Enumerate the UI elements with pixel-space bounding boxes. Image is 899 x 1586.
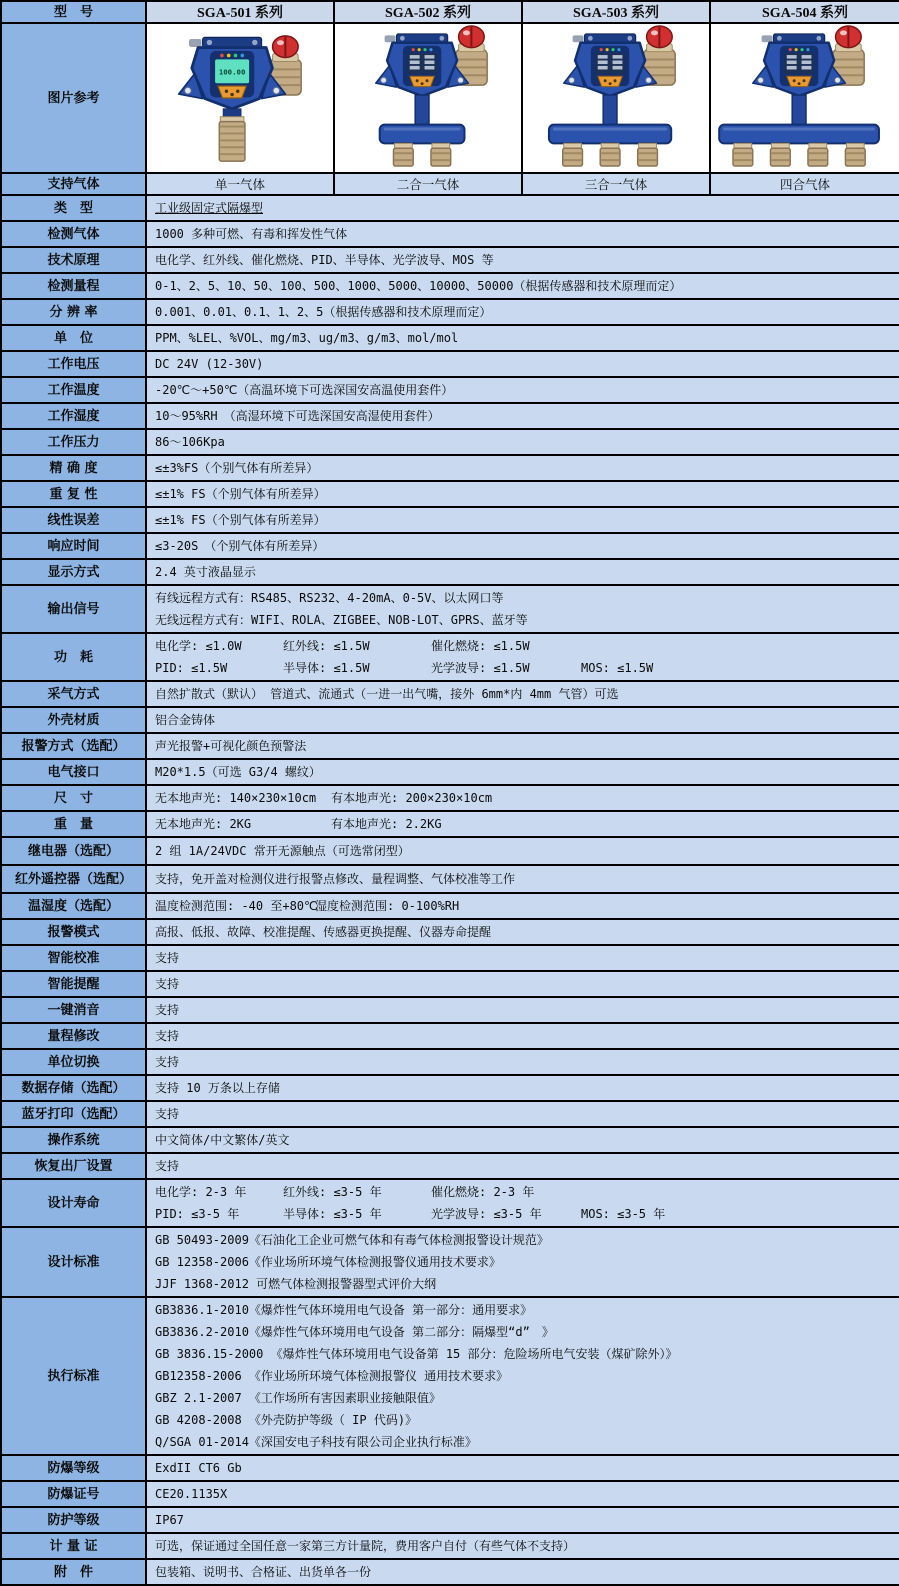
spec-row <box>1 1127 899 1153</box>
spec-row <box>1 403 899 429</box>
spec-value-text: 2.4 英寸液晶显示 <box>155 565 256 579</box>
spec-value-line <box>155 1509 895 1531</box>
spec-value-line <box>155 840 895 862</box>
spec-value-text: 10～95%RH （高湿环境下可选深国安高湿使用套件） <box>155 409 440 423</box>
spec-value-line <box>155 1483 895 1505</box>
gas-row <box>1 173 899 195</box>
spec-row <box>1 585 899 633</box>
spec-row-label-36: 设计寿命 <box>1 1179 146 1227</box>
spec-value-line <box>155 761 895 783</box>
spec-value-text: 电化学: 2-3 年 <box>155 1185 247 1199</box>
model-header-row <box>1 1 899 23</box>
spec-value-text: 半导体: ≤1.5W <box>283 661 370 675</box>
spec-row-label-30: 量程修改 <box>1 1023 146 1049</box>
spec-value-line <box>155 1229 895 1251</box>
spec-value-text: 支持 <box>155 1055 180 1069</box>
spec-value-line <box>155 895 895 917</box>
spec-row-label-42: 计 量 证 <box>1 1533 146 1559</box>
detector-illustration-sga-503 <box>523 24 709 168</box>
spec-row-label-2: 技术原理 <box>1 247 146 273</box>
spec-row <box>1 919 899 945</box>
spec-value-line <box>155 1077 895 1099</box>
spec-value-line <box>155 868 895 890</box>
spec-value-line <box>155 457 895 479</box>
spec-value-text: PID: ≤3-5 年 <box>155 1207 240 1221</box>
spec-value-line <box>155 635 895 657</box>
spec-value-line <box>155 1273 895 1295</box>
spec-row-label-19: 报警方式（选配） <box>1 733 146 759</box>
spec-value-text: 2 组 1A/24VDC 常开无源触点（可选常闭型） <box>155 844 410 858</box>
spec-value-line <box>155 1535 895 1557</box>
spec-row <box>1 507 899 533</box>
spec-value-line <box>155 561 895 583</box>
spec-row-label-6: 工作电压 <box>1 351 146 377</box>
spec-row-label-8: 工作湿度 <box>1 403 146 429</box>
spec-row-value-7 <box>146 377 899 403</box>
spec-row-value-40 <box>146 1481 899 1507</box>
spec-row <box>1 1179 899 1227</box>
spec-row-label-22: 重 量 <box>1 811 146 837</box>
spec-row-value-23 <box>146 837 899 865</box>
spec-row <box>1 1023 899 1049</box>
spec-row-label-0: 类 型 <box>1 195 146 221</box>
spec-row-value-21 <box>146 785 899 811</box>
spec-row <box>1 195 899 221</box>
spec-row-label-34: 操作系统 <box>1 1127 146 1153</box>
spec-value-text: 有本地声光: 200×230×10cm <box>331 791 493 805</box>
spec-value-line <box>155 947 895 969</box>
spec-row <box>1 221 899 247</box>
spec-value-text: 催化燃烧: 2-3 年 <box>431 1185 535 1199</box>
spec-row-label-39: 防爆等级 <box>1 1455 146 1481</box>
spec-value-text: 铝合金铸体 <box>155 713 216 727</box>
spec-value-line <box>155 1321 895 1343</box>
spec-row-label-43: 附 件 <box>1 1559 146 1585</box>
spec-value-text: 包装箱、说明书、合格证、出货单各一份 <box>155 1565 372 1579</box>
spec-row-value-39 <box>146 1455 899 1481</box>
spec-value-text: 支持 <box>155 977 180 991</box>
spec-value-text: GB12358-2006 《作业场所环境气体检测报警仪 通用技术要求》 <box>155 1369 509 1383</box>
spec-value-line <box>155 657 895 679</box>
spec-row-value-26 <box>146 919 899 945</box>
spec-row-label-41: 防护等级 <box>1 1507 146 1533</box>
spec-row-value-11 <box>146 481 899 507</box>
spec-value-line <box>155 1181 895 1203</box>
spec-value-line <box>155 1387 895 1409</box>
detector-image-sga-502 <box>335 24 521 168</box>
spec-row-label-27: 智能校准 <box>1 945 146 971</box>
spec-value-text: 电化学: ≤1.0W <box>155 639 242 653</box>
detector-image-sga-504 <box>712 24 898 168</box>
spec-row-label-10: 精 确 度 <box>1 455 146 481</box>
spec-row <box>1 633 899 681</box>
spec-row-label-38: 执行标准 <box>1 1297 146 1455</box>
spec-value-line <box>155 787 895 809</box>
spec-value-text: 无本地声光: 2KG <box>155 817 252 831</box>
spec-row <box>1 1559 899 1585</box>
spec-row <box>1 299 899 325</box>
spec-row <box>1 893 899 919</box>
spec-value-line <box>155 379 895 401</box>
spec-row-value-2 <box>146 247 899 273</box>
spec-value-text: Q/SGA 01-2014《深国安电子科技有限公司企业执行标准》 <box>155 1435 477 1449</box>
spec-value-text: 86～106Kpa <box>155 435 225 449</box>
spec-value-line <box>155 1343 895 1365</box>
spec-value-line <box>155 327 895 349</box>
spec-row-value-18 <box>146 707 899 733</box>
spec-row <box>1 1533 899 1559</box>
spec-row <box>1 997 899 1023</box>
spec-value-text: 红外线: ≤1.5W <box>283 639 370 653</box>
image-cell-sga-501 <box>146 23 334 173</box>
spec-value-text: MOS: ≤1.5W <box>581 661 654 675</box>
spec-value-text: GB 4208-2008 《外壳防护等级（ IP 代码)》 <box>155 1413 418 1427</box>
spec-row-value-19 <box>146 733 899 759</box>
spec-row <box>1 1153 899 1179</box>
spec-value-line <box>155 535 895 557</box>
spec-label-model: 型 号 <box>1 1 146 23</box>
spec-row-value-17 <box>146 681 899 707</box>
spec-value-line <box>155 921 895 943</box>
spec-value-text: 支持 <box>155 951 180 965</box>
spec-value-text: ≤3-20S （个别气体有所差异） <box>155 539 325 553</box>
spec-value-line <box>155 1251 895 1273</box>
detector-illustration-sga-504 <box>712 24 898 168</box>
model-header-sga-502: SGA-502 系列 <box>334 1 522 23</box>
spec-row <box>1 455 899 481</box>
spec-value-text: ≤±3%FS（个别气体有所差异） <box>155 461 319 475</box>
spec-row <box>1 945 899 971</box>
spec-value-text: 1000 多种可燃、有毒和挥发性气体 <box>155 227 348 241</box>
spec-value-line <box>155 249 895 271</box>
spec-row-label-40: 防爆证号 <box>1 1481 146 1507</box>
spec-row <box>1 1481 899 1507</box>
spec-value-line <box>155 587 895 609</box>
spec-row <box>1 481 899 507</box>
spec-value-text: ExdII CT6 Gb <box>155 1461 242 1475</box>
spec-row <box>1 1507 899 1533</box>
spec-value-text: 温度检测范围: -40 至+80℃ <box>155 899 318 913</box>
spec-value-text: PPM、%LEL、%VOL、mg/m3、ug/m3、g/m3、mol/mol <box>155 331 459 345</box>
spec-value-line <box>155 353 895 375</box>
spec-row-value-16 <box>146 633 899 681</box>
spec-label-gas: 支持气体 <box>1 173 146 195</box>
spec-row-value-6 <box>146 351 899 377</box>
spec-value-text: DC 24V (12-30V) <box>155 357 264 371</box>
spec-row-value-13 <box>146 533 899 559</box>
spec-row-value-31 <box>146 1049 899 1075</box>
spec-value-text: PID: ≤1.5W <box>155 661 228 675</box>
model-header-sga-501: SGA-501 系列 <box>146 1 334 23</box>
spec-value-text: GB3836.1-2010《爆炸性气体环境用电气设备 第一部分：通用要求》 <box>155 1303 533 1317</box>
spec-row <box>1 759 899 785</box>
spec-row-value-9 <box>146 429 899 455</box>
spec-value-line <box>155 1025 895 1047</box>
spec-row <box>1 559 899 585</box>
spec-row <box>1 273 899 299</box>
spec-value-line <box>155 709 895 731</box>
detector-image-sga-501 <box>147 24 333 168</box>
spec-value-text: JJF 1368-2012 可燃气体检测报警器型式评价大纲 <box>155 1277 437 1291</box>
spec-value-line <box>155 813 895 835</box>
spec-value-text: 有本地声光: 2.2KG <box>331 817 442 831</box>
spec-value-line <box>155 1103 895 1125</box>
spec-value-text: 催化燃烧: ≤1.5W <box>431 639 530 653</box>
spec-value-text: 光学波导: ≤3-5 年 <box>431 1207 542 1221</box>
spec-row-value-33 <box>146 1101 899 1127</box>
spec-value-text: 红外线: ≤3-5 年 <box>283 1185 382 1199</box>
spec-value-text: 高报、低报、故障、校准提醒、传感器更换提醒、仪器寿命提醒 <box>155 925 492 939</box>
spec-value-line <box>155 1457 895 1479</box>
spec-row <box>1 1101 899 1127</box>
spec-row-label-20: 电气接口 <box>1 759 146 785</box>
spec-value-text: 湿度检测范围: 0-100%RH <box>315 899 460 913</box>
spec-row-value-12 <box>146 507 899 533</box>
image-row <box>1 23 899 173</box>
spec-value-text: 光学波导: ≤1.5W <box>431 661 530 675</box>
spec-row-label-5: 单 位 <box>1 325 146 351</box>
spec-row-value-22 <box>146 811 899 837</box>
spec-value-line <box>155 1365 895 1387</box>
spec-row <box>1 1297 899 1455</box>
detector-image-sga-503 <box>523 24 709 168</box>
spec-row-value-0 <box>146 195 899 221</box>
spec-value-text: 支持 10 万条以上存储 <box>155 1081 280 1095</box>
spec-value-text: GB 50493-2009《石油化工企业可燃气体和有毒气体检测报警设计规范》 <box>155 1233 549 1247</box>
spec-value-line <box>155 609 895 631</box>
spec-row-value-43 <box>146 1559 899 1585</box>
spec-row <box>1 1049 899 1075</box>
spec-row-label-18: 外壳材质 <box>1 707 146 733</box>
spec-row-label-28: 智能提醒 <box>1 971 146 997</box>
spec-row-label-21: 尺 寸 <box>1 785 146 811</box>
spec-value-text: GB3836.2-2010《爆炸性气体环境用电气设备 第二部分：隔爆型“d” 》 <box>155 1325 554 1339</box>
spec-value-text: 自然扩散式（默认） 管道式、流通式（一进一出气嘴，接外 6mm*内 4mm 气管）可选 <box>155 687 619 701</box>
spec-row-value-32 <box>146 1075 899 1101</box>
spec-value-text: M20*1.5（可选 G3/4 螺纹） <box>155 765 321 779</box>
spec-value-line <box>155 973 895 995</box>
spec-row-label-1: 检测气体 <box>1 221 146 247</box>
spec-row-value-37 <box>146 1227 899 1297</box>
spec-row <box>1 707 899 733</box>
spec-row-label-17: 采气方式 <box>1 681 146 707</box>
spec-row-label-24: 红外遥控器（选配） <box>1 865 146 893</box>
spec-value-text: 支持 <box>155 1003 180 1017</box>
spec-value-text: 电化学、红外线、催化燃烧、PID、半导体、光学波导、MOS 等 <box>155 253 494 267</box>
spec-row-value-24 <box>146 865 899 893</box>
spec-value-line <box>155 999 895 1021</box>
spec-row-label-37: 设计标准 <box>1 1227 146 1297</box>
spec-value-text: 无线远程方式有：WIFI、ROLA、ZIGBEE、NOB-LOT、GPRS、蓝牙等 <box>155 613 528 627</box>
spec-value-text: IP67 <box>155 1513 184 1527</box>
spec-row <box>1 377 899 403</box>
spec-row-value-28 <box>146 971 899 997</box>
spec-value-line <box>155 683 895 705</box>
spec-row-label-31: 单位切换 <box>1 1049 146 1075</box>
spec-row-value-36 <box>146 1179 899 1227</box>
spec-value-text: 支持 <box>155 1159 180 1173</box>
spec-row <box>1 247 899 273</box>
spec-value-text: ≤±1% FS（个别气体有所差异） <box>155 487 326 501</box>
spec-row-value-10 <box>146 455 899 481</box>
spec-row-label-3: 检测量程 <box>1 273 146 299</box>
spec-row-value-4 <box>146 299 899 325</box>
spec-value-text: 无本地声光: 140×230×10cm <box>155 791 317 805</box>
spec-value-text: GB 3836.15-2000 《爆炸性气体环境用电气设备第 15 部分：危险场所电气安装（煤矿除外）》 <box>155 1347 678 1361</box>
spec-row-value-25 <box>146 893 899 919</box>
spec-row-value-5 <box>146 325 899 351</box>
spec-value-text: 0.001、0.01、0.1、1、2、5（根据传感器和技术原理而定） <box>155 305 492 319</box>
spec-row-label-7: 工作温度 <box>1 377 146 403</box>
spec-row <box>1 865 899 893</box>
spec-value-text: CE20.1135X <box>155 1487 228 1501</box>
spec-value-text: -20℃～+50℃（高温环境下可选深国安高温使用套件） <box>155 383 454 397</box>
spec-row-label-16: 功 耗 <box>1 633 146 681</box>
spec-value-line <box>155 405 895 427</box>
spec-value-line <box>155 301 895 323</box>
spec-row-value-20 <box>146 759 899 785</box>
spec-value-line <box>155 223 895 245</box>
spec-row-value-14 <box>146 559 899 585</box>
spec-row-value-29 <box>146 997 899 1023</box>
spec-value-line <box>155 1051 895 1073</box>
spec-row-value-38 <box>146 1297 899 1455</box>
spec-row-value-15 <box>146 585 899 633</box>
spec-row <box>1 811 899 837</box>
spec-row-label-33: 蓝牙打印（选配） <box>1 1101 146 1127</box>
spec-row-label-29: 一键消音 <box>1 997 146 1023</box>
spec-row <box>1 533 899 559</box>
spec-row <box>1 1227 899 1297</box>
spec-row-value-41 <box>146 1507 899 1533</box>
spec-row-label-14: 显示方式 <box>1 559 146 585</box>
model-header-sga-504: SGA-504 系列 <box>710 1 899 23</box>
spec-value-text: MOS: ≤3-5 年 <box>581 1207 666 1221</box>
spec-row-label-12: 线性误差 <box>1 507 146 533</box>
spec-row <box>1 1075 899 1101</box>
spec-value-line <box>155 1409 895 1431</box>
image-cell-sga-503 <box>522 23 710 173</box>
spec-value-text: ≤±1% FS（个别气体有所差异） <box>155 513 326 527</box>
spec-row-value-1 <box>146 221 899 247</box>
spec-row <box>1 733 899 759</box>
spec-value-line <box>155 483 895 505</box>
spec-row-label-35: 恢复出厂设置 <box>1 1153 146 1179</box>
detector-illustration-sga-501 <box>147 24 333 168</box>
spec-value-text: 有线远程方式有：RS485、RS232、4-20mA、0-5V、以太网口等 <box>155 591 504 605</box>
spec-label-image: 图片参考 <box>1 23 146 173</box>
detector-illustration-sga-502 <box>335 24 521 168</box>
spec-row-label-23: 继电器（选配） <box>1 837 146 865</box>
spec-value-text: 中文简体/中文繁体/英文 <box>155 1133 290 1147</box>
spec-row-value-30 <box>146 1023 899 1049</box>
spec-row-value-34 <box>146 1127 899 1153</box>
spec-value-text: 可选，保证通过全国任意一家第三方计量院，费用客户自付（有些气体不支持） <box>155 1539 576 1553</box>
spec-row <box>1 837 899 865</box>
image-cell-sga-504 <box>710 23 899 173</box>
spec-value-text: 支持 <box>155 1029 180 1043</box>
spec-row-label-11: 重 复 性 <box>1 481 146 507</box>
spec-row <box>1 429 899 455</box>
spec-row-label-32: 数据存储（选配） <box>1 1075 146 1101</box>
spec-value-text: GBZ 2.1-2007 《工作场所有害因素职业接触限值》 <box>155 1391 441 1405</box>
spec-row-label-9: 工作压力 <box>1 429 146 455</box>
spec-row <box>1 785 899 811</box>
spec-row-value-3 <box>146 273 899 299</box>
spec-value-text: GB 12358-2006《作业场所环境气体检测报警仪通用技术要求》 <box>155 1255 501 1269</box>
gas-type-sga-502: 二合一气体 <box>334 173 522 195</box>
spec-row-value-35 <box>146 1153 899 1179</box>
spec-value-line <box>155 1155 895 1177</box>
spec-value-text: 声光报警+可视化颜色预警法 <box>155 739 307 753</box>
spec-value-text: 支持，免开盖对检测仪进行报警点修改、量程调整、气体校准等工作 <box>155 872 516 886</box>
spec-row <box>1 325 899 351</box>
spec-row-value-8 <box>146 403 899 429</box>
spec-value-line <box>155 735 895 757</box>
spec-value-line <box>155 1431 895 1453</box>
model-header-sga-503: SGA-503 系列 <box>522 1 710 23</box>
spec-row-value-42 <box>146 1533 899 1559</box>
spec-value-text: 支持 <box>155 1107 180 1121</box>
spec-value-line <box>155 1203 895 1225</box>
gas-type-sga-503: 三合一气体 <box>522 173 710 195</box>
image-cell-sga-502 <box>334 23 522 173</box>
spec-row-label-15: 输出信号 <box>1 585 146 633</box>
spec-value-line <box>155 431 895 453</box>
spec-value-text: 半导体: ≤3-5 年 <box>283 1207 382 1221</box>
spec-row-label-26: 报警模式 <box>1 919 146 945</box>
spec-value-text: 0-1、2、5、10、50、100、500、1000、5000、10000、50000（根据传感器和技术原理而定） <box>155 279 682 293</box>
spec-row <box>1 971 899 997</box>
spec-value-line <box>155 197 895 219</box>
spec-row <box>1 351 899 377</box>
spec-row-label-4: 分 辨 率 <box>1 299 146 325</box>
gas-type-sga-501: 单一气体 <box>146 173 334 195</box>
spec-value-line <box>155 509 895 531</box>
spec-row-label-25: 温湿度（选配） <box>1 893 146 919</box>
spec-value-text: 工业级固定式隔爆型 <box>155 201 264 215</box>
spec-row <box>1 681 899 707</box>
spec-row-value-27 <box>146 945 899 971</box>
screen-reading: 100.00 <box>218 67 246 77</box>
spec-value-line <box>155 1561 895 1583</box>
spec-value-line <box>155 1129 895 1151</box>
spec-row-label-13: 响应时间 <box>1 533 146 559</box>
spec-row <box>1 1455 899 1481</box>
spec-value-line <box>155 275 895 297</box>
gas-type-sga-504: 四合气体 <box>710 173 899 195</box>
spec-value-line <box>155 1299 895 1321</box>
